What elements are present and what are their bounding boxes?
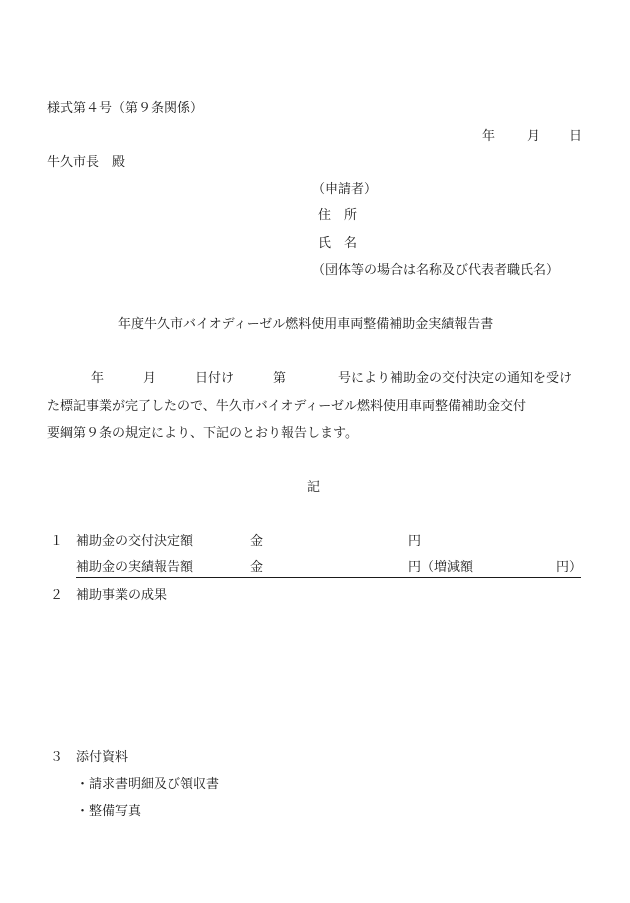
item-1-report-row xyxy=(76,560,581,578)
attachment-item: ・整備写真 xyxy=(76,804,142,819)
ki-heading: 記 xyxy=(307,480,321,495)
item-3-label: 添付資料 xyxy=(76,750,129,765)
item-1-report-close: 円） xyxy=(556,560,583,575)
date-day-label: 日 xyxy=(569,129,583,144)
item-1-report-label: 補助金の実績報告額 xyxy=(76,560,194,575)
item-3-number: ３ xyxy=(50,750,64,765)
item-1-report-yen: 円（増減額 xyxy=(408,560,474,575)
applicant-heading: （申請者） xyxy=(312,182,378,197)
date-month-label: 月 xyxy=(527,129,541,144)
body-line-1: 年 月 日付け 第 号により補助金の交付決定の通知を受け xyxy=(91,371,573,386)
item-1-decision-yen: 円 xyxy=(408,534,422,549)
attachment-item: ・請求書明細及び領収書 xyxy=(76,777,220,792)
form-number: 様式第４号（第９条関係） xyxy=(47,101,204,116)
document-title: 年度牛久市バイオディーゼル燃料使用車両整備補助金実績報告書 xyxy=(118,317,494,332)
addressee: 牛久市長 殿 xyxy=(47,155,126,170)
item-1-number: １ xyxy=(50,534,64,549)
body-line-3: 要綱第９条の規定により、下記のとおり報告します。 xyxy=(47,426,358,441)
date-year-label: 年 xyxy=(482,129,496,144)
applicant-address-label: 住 所 xyxy=(318,208,358,223)
item-2-number: ２ xyxy=(50,588,64,603)
item-1-decision-label: 補助金の交付決定額 xyxy=(76,534,194,549)
item-1-report-kin: 金 xyxy=(250,560,264,575)
body-line-2: た標記事業が完了したので、牛久市バイオディーゼル燃料使用車両整備補助金交付 xyxy=(47,399,527,414)
applicant-name-label: 氏 名 xyxy=(318,236,358,251)
item-1-decision-kin: 金 xyxy=(250,534,264,549)
item-2-label: 補助事業の成果 xyxy=(76,588,168,603)
applicant-org-note: （団体等の場合は名称及び代表者職氏名） xyxy=(312,263,560,278)
